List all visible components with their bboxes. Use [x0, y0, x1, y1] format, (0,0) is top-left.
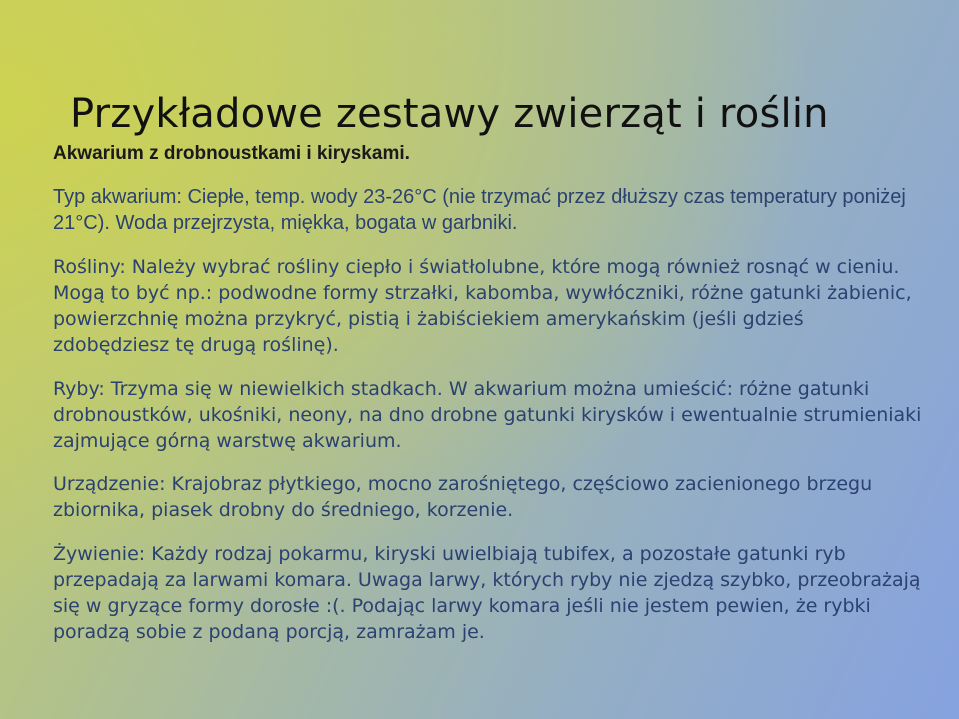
slide-title: Przykładowe zestawy zwierząt i roślin [70, 90, 829, 137]
paragraph-feeding: Żywienie: Każdy rodzaj pokarmu, kiryski uwielbiają tubifex, a pozostałe gatunki ryb przepadają za larwami komara. Uwaga larwy, których ryby nie zjedzą szybko, przeobrażają się w gryzące formy dorosłe :(. Podając larwy komara jeśli nie jestem pewien, że rybki poradzą sobie z podaną porcją, zamrażam je. [53, 543, 921, 643]
slide-subtitle: Akwarium z drobnoustkami i kiryskami. [53, 143, 410, 164]
paragraph-plants: Rośliny: Należy wybrać rośliny ciepło i światłolubne, które mogą również rosnąć w cieniu. Mogą to być np.: podwodne formy strzałki, kabomba, wywłóczniki, różne gatunki żabienic, powierzchnię można przykryć, pistią i żabiściekiem amerykańskim (jeśli gdzieś zdobędziesz tę drugą roślinę). [53, 256, 912, 356]
paragraph-fish: Ryby: Trzyma się w niewielkich stadkach. W akwarium można umieścić: różne gatunki drobnoustków, ukośniki, neony, na dno drobne gatunki kirysków i ewentualnie strumieniaki zajmujące górną warstwę akwarium. [53, 378, 922, 452]
paragraph-setup: Urządzenie: Krajobraz płytkiego, mocno zarośniętego, częściowo zacienionego brzegu zbiornika, piasek drobny do średniego, korzenie. [53, 473, 873, 521]
paragraph-aquarium-type: Typ akwarium: Ciepłe, temp. wody 23-26°C (nie trzymać przez dłuższy czas temperatury poniżej 21°C). Woda przejrzysta, miękka, bogata w garbniki. [53, 186, 906, 234]
